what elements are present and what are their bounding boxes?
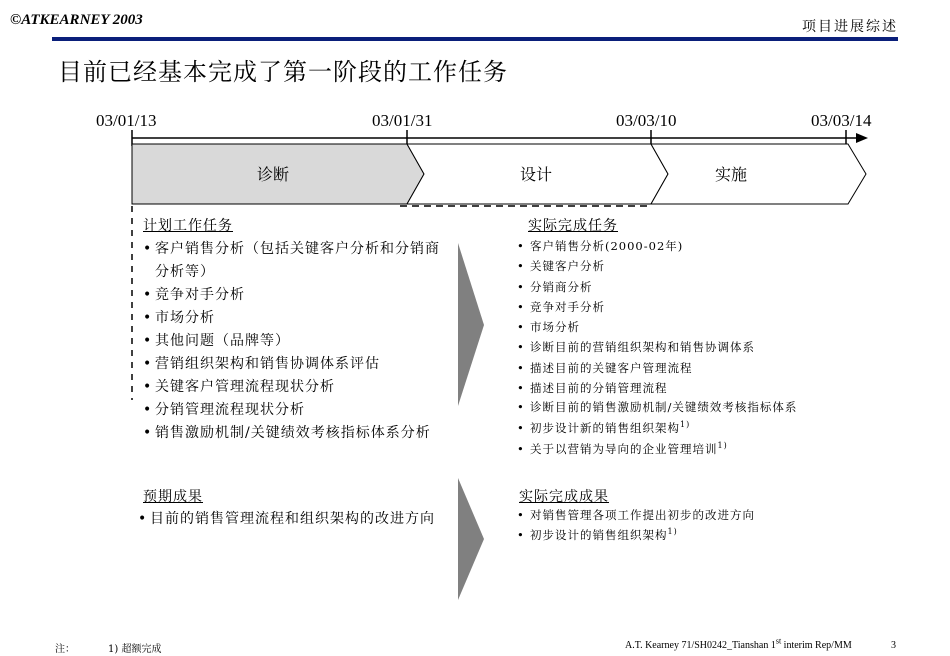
planned-task-item-text: 销售激励机制/关键绩效考核指标体系分析 xyxy=(155,425,431,441)
actual-task-item xyxy=(517,297,822,317)
bullet: • xyxy=(517,259,525,274)
bullet: • xyxy=(517,320,525,335)
bullet: • xyxy=(138,511,148,527)
actual-tasks-list xyxy=(517,236,822,459)
phase-implement-label: 实施 xyxy=(714,165,748,184)
planned-tasks-heading: 计划工作任务 xyxy=(143,218,233,234)
arrow-tasks xyxy=(458,243,484,406)
actual-task-item-text: 市场分析 xyxy=(530,320,580,335)
bullet: • xyxy=(143,402,153,418)
section-title: 项目进展综述 xyxy=(802,19,898,35)
actual-task-item xyxy=(517,277,822,297)
actual-task-item-text: 诊断目前的营销组织架构和销售协调体系 xyxy=(530,340,755,355)
bullet: • xyxy=(517,528,525,543)
date-implement-start: 03/03/10 xyxy=(616,111,677,130)
planned-task-item-text: 营销组织架构和销售协调体系评估 xyxy=(155,356,380,372)
actual-task-item xyxy=(517,358,822,378)
bullet: • xyxy=(143,287,153,303)
bullet: • xyxy=(517,421,525,436)
date-end: 03/03/14 xyxy=(811,111,872,130)
actual-task-item xyxy=(517,236,822,256)
actual-task-item xyxy=(517,256,822,276)
footnote-label: 注： xyxy=(55,644,75,655)
actual-task-item-text: 关于以营销为导向的企业管理培训 xyxy=(530,441,718,456)
planned-task-item xyxy=(143,399,449,422)
phase-design-label: 设计 xyxy=(519,165,553,184)
bullet: • xyxy=(517,340,525,355)
actual-task-item-text: 初步设计新的销售组织架构 xyxy=(530,421,680,436)
page-number: 3 xyxy=(891,640,896,651)
bullet: • xyxy=(517,441,525,456)
expected-result-item xyxy=(138,508,448,531)
planned-task-item xyxy=(143,376,449,399)
actual-task-item xyxy=(517,399,822,415)
footnote-marker: 1) xyxy=(667,527,678,537)
actual-task-item xyxy=(517,337,822,357)
bullet: • xyxy=(143,425,153,441)
footer-reference xyxy=(625,636,852,651)
actual-result-item xyxy=(517,505,822,525)
page-title: 目前已经基本完成了第一阶段的工作任务 xyxy=(58,58,508,86)
bullet: • xyxy=(517,400,525,415)
planned-task-item xyxy=(143,330,449,353)
planned-tasks-list xyxy=(143,238,449,445)
bullet: • xyxy=(517,381,525,396)
bullet: • xyxy=(517,360,525,375)
actual-task-item xyxy=(517,317,822,337)
bullet: • xyxy=(143,310,153,326)
footnote-text: 1) 超额完成 xyxy=(108,644,162,655)
actual-results-heading: 实际完成成果 xyxy=(519,489,609,505)
actual-task-item-text: 描述目前的分销管理流程 xyxy=(530,381,668,396)
actual-task-item-text: 分销商分析 xyxy=(530,279,593,294)
footnote-marker: 1) xyxy=(680,420,691,430)
planned-task-item xyxy=(143,307,449,330)
expected-result-item-text: 目前的销售管理流程和组织架构的改进方向 xyxy=(150,511,435,527)
actual-task-item xyxy=(517,378,822,398)
bullet: • xyxy=(143,333,153,349)
actual-task-item-text: 客户销售分析(2000-02年) xyxy=(530,239,684,253)
phase-implement-chevron xyxy=(651,144,866,204)
bullet: • xyxy=(143,356,153,372)
planned-task-item-text: 分销管理流程现状分析 xyxy=(155,402,305,418)
expected-results-heading: 预期成果 xyxy=(143,489,203,505)
bullet: • xyxy=(517,279,525,294)
footer-ref-sup: st xyxy=(775,636,782,646)
bullet: • xyxy=(517,239,525,253)
planned-task-item-text: 关键客户管理流程现状分析 xyxy=(155,379,335,395)
actual-result-item xyxy=(517,525,822,545)
company-logo: ©ATKEARNEY 2003 xyxy=(10,12,143,28)
actual-tasks-heading: 实际完成任务 xyxy=(528,218,618,234)
planned-task-item xyxy=(143,353,449,376)
expected-results-list xyxy=(138,508,448,531)
date-design-start: 03/01/31 xyxy=(372,111,433,130)
actual-task-item xyxy=(517,418,822,438)
bullet: • xyxy=(143,241,153,257)
timeline-arrowhead xyxy=(856,133,868,143)
planned-task-item xyxy=(143,422,449,445)
actual-task-item xyxy=(517,439,822,459)
actual-result-item-text: 对销售管理各项工作提出初步的改进方向 xyxy=(530,508,755,522)
footer-ref-prefix: A.T. Kearney 71/SH0242_Tianshan 1 xyxy=(625,640,776,651)
actual-results-list xyxy=(517,505,822,546)
arrow-results xyxy=(458,478,484,600)
actual-result-item-text: 初步设计的销售组织架构 xyxy=(530,528,668,543)
bullet: • xyxy=(143,379,153,395)
date-start: 03/01/13 xyxy=(96,111,157,130)
footer-ref-suffix: interim Rep/MM xyxy=(781,640,852,651)
actual-task-item-text: 描述目前的关键客户管理流程 xyxy=(530,360,693,375)
bullet: • xyxy=(517,508,525,522)
planned-task-item xyxy=(143,238,449,284)
phase-diagnosis-label: 诊断 xyxy=(256,165,290,184)
planned-task-item-text: 客户销售分析（包括关键客户分析和分销商分析等） xyxy=(155,241,440,280)
planned-task-item-text: 市场分析 xyxy=(155,310,215,326)
planned-task-item-text: 竞争对手分析 xyxy=(155,287,245,303)
planned-task-item-text: 其他问题（品牌等） xyxy=(155,333,290,349)
footnote-marker: 1) xyxy=(717,440,728,450)
bullet: • xyxy=(517,299,525,314)
planned-task-item xyxy=(143,284,449,307)
actual-task-item-text: 竞争对手分析 xyxy=(530,299,605,314)
actual-task-item-text: 关键客户分析 xyxy=(530,259,605,274)
actual-task-item-text: 诊断目前的销售激励机制/关键绩效考核指标体系 xyxy=(530,400,798,415)
